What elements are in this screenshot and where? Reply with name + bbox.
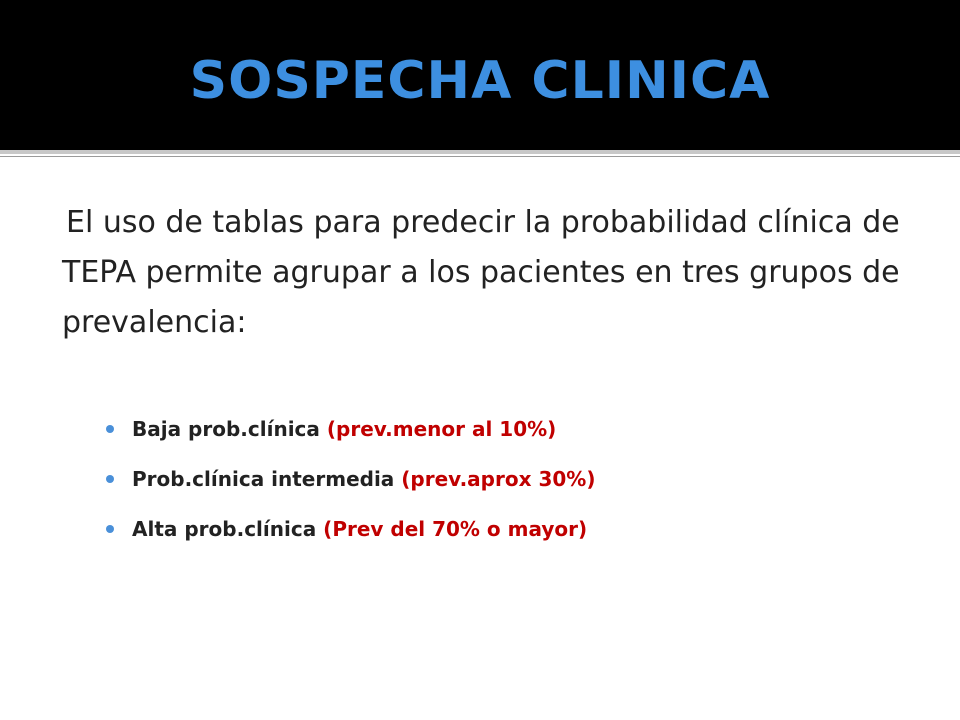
title-band (0, 0, 960, 150)
bullet-note: (prev.menor al 10%) (326, 417, 557, 441)
bullet-dot-icon (106, 525, 114, 533)
bullet-label: Prob.clínica intermedia (132, 467, 395, 491)
bullet-item-low (102, 408, 922, 458)
bullet-item-high (102, 508, 922, 558)
bullet-label: Baja prob.clínica (132, 417, 320, 441)
prevalence-list (102, 408, 922, 558)
bullet-note: (prev.aprox 30%) (401, 467, 596, 491)
bullet-item-intermediate (102, 458, 922, 508)
bullet-note: (Prev del 70% o mayor) (323, 517, 588, 541)
bullet-dot-icon (106, 475, 114, 483)
bullet-label: Alta prob.clínica (132, 517, 317, 541)
title-divider-line (0, 156, 960, 157)
intro-paragraph: El uso de tablas para predecir la probabilidad clínica de TEPA permite agrupar a los pacientes en tres grupos de prevalencia: (62, 205, 900, 340)
slide-title: SOSPECHA CLINICA (189, 51, 771, 111)
bullet-dot-icon (106, 425, 114, 433)
